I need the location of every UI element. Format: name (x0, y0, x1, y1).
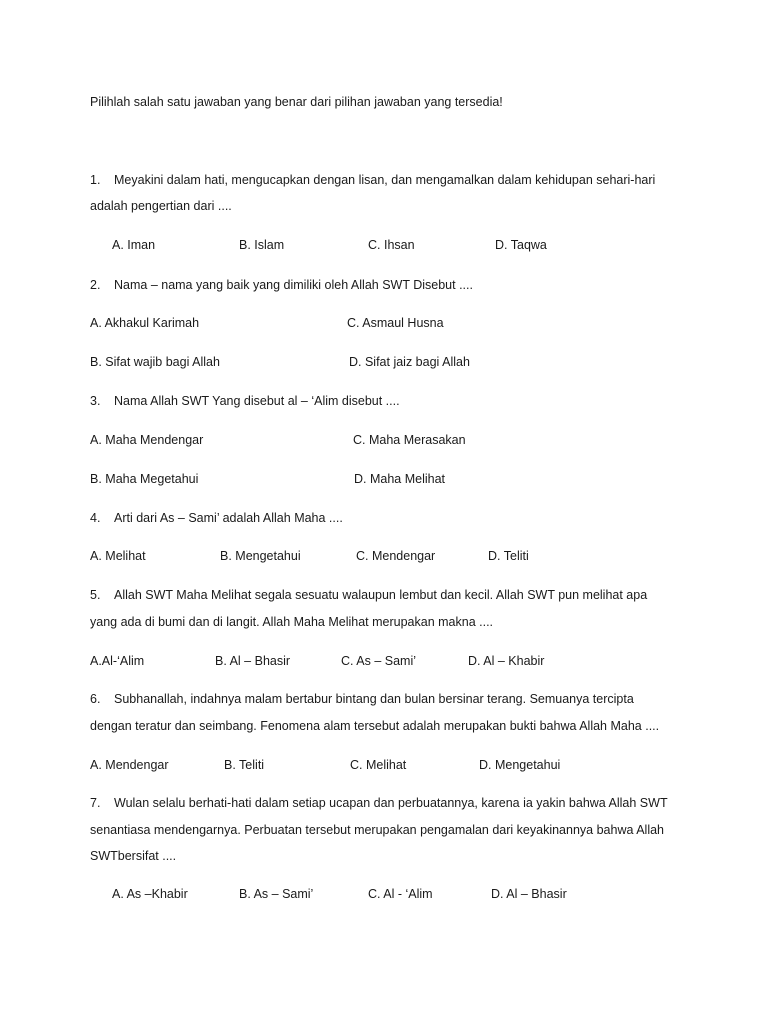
question-6-text: Subhanallah, indahnya malam bertabur bintang dan bulan bersinar terang. Semuanya tercipta (114, 692, 634, 706)
question-3-text: Nama Allah SWT Yang disebut al – ‘Alim disebut .... (114, 394, 400, 408)
question-2-option-a: A. Akhakul Karimah (90, 316, 200, 330)
question-2-number: 2. (90, 278, 101, 292)
question-1-number: 1. (90, 173, 101, 187)
question-5-line-1 (90, 587, 647, 603)
question-4-option-a: A. Melihat (90, 549, 146, 563)
question-4-line-1 (90, 510, 343, 526)
question-6-line-2: dengan teratur dan seimbang. Fenomena alam tersebut adalah merupakan bukti bahwa Allah Maha .... (90, 719, 660, 733)
question-5-option-a: A.Al-‘Alim (90, 654, 145, 668)
question-3-line-1 (90, 393, 400, 409)
question-5-line-2: yang ada di bumi dan di langit. Allah Maha Melihat merupakan makna .... (90, 615, 494, 629)
question-2-option-b: B. Sifat wajib bagi Allah (90, 355, 220, 369)
question-2-line-1 (90, 277, 473, 293)
question-3-number: 3. (90, 394, 101, 408)
question-6-option-d: D. Mengetahui (479, 758, 561, 772)
question-7-number: 7. (90, 796, 101, 810)
question-1-line-1 (90, 172, 655, 188)
instruction: Pilihlah salah satu jawaban yang benar dari pilihan jawaban yang tersedia! (90, 95, 503, 109)
question-6-option-a: A. Mendengar (90, 758, 169, 772)
question-1-text: Meyakini dalam hati, mengucapkan dengan lisan, dan mengamalkan dalam kehidupan sehari-hari (114, 173, 656, 187)
question-4-option-b: B. Mengetahui (220, 549, 301, 563)
question-3-option-c: C. Maha Merasakan (353, 433, 466, 447)
question-4-option-d: D. Teliti (488, 549, 529, 563)
question-6-line-1 (90, 691, 634, 707)
question-2-option-c: C. Asmaul Husna (347, 316, 444, 330)
question-4-option-c: C. Mendengar (356, 549, 436, 563)
question-3-option-a: A. Maha Mendengar (90, 433, 204, 447)
question-7-option-a: A. As –Khabir (112, 887, 188, 901)
question-1-option-a: A. Iman (112, 238, 156, 252)
question-7-line-2: senantiasa mendengarnya. Perbuatan tersebut merupakan pengamalan dari keyakinannya bahwa Allah (90, 823, 664, 837)
question-2-option-d: D. Sifat jaiz bagi Allah (349, 355, 470, 369)
question-7-text: Wulan selalu berhati-hati dalam setiap ucapan dan perbuatannya, karena ia yakin bahwa Allah SWT (114, 796, 668, 810)
question-5-option-b: B. Al – Bhasir (215, 654, 291, 668)
question-5-option-c: C. As – Sami’ (341, 654, 417, 668)
question-6-option-b: B. Teliti (224, 758, 265, 772)
question-6-number: 6. (90, 692, 101, 706)
question-5-number: 5. (90, 588, 101, 602)
question-7-option-d: D. Al – Bhasir (491, 887, 567, 901)
question-1-option-d: D. Taqwa (495, 238, 547, 252)
question-4-number: 4. (90, 511, 101, 525)
question-2-text: Nama – nama yang baik yang dimiliki oleh Allah SWT Disebut .... (114, 278, 473, 292)
question-7-option-c: C. Al - ‘Alim (368, 887, 433, 901)
question-3-option-b: B. Maha Megetahui (90, 472, 199, 486)
question-5-option-d: D. Al – Khabir (468, 654, 545, 668)
question-7-option-b: B. As – Sami’ (239, 887, 314, 901)
question-7-line-3: SWTbersifat .... (90, 849, 177, 863)
question-4-text: Arti dari As – Sami’ adalah Allah Maha .... (114, 511, 343, 525)
question-1-option-c: C. Ihsan (368, 238, 415, 252)
question-5-text: Allah SWT Maha Melihat segala sesuatu walaupun lembut dan kecil. Allah SWT pun melihat apa (114, 588, 648, 602)
question-7-line-1 (90, 795, 668, 811)
question-1-line-2: adalah pengertian dari .... (90, 199, 232, 213)
question-1-option-b: B. Islam (239, 238, 285, 252)
question-6-option-c: C. Melihat (350, 758, 407, 772)
question-3-option-d: D. Maha Melihat (354, 472, 446, 486)
